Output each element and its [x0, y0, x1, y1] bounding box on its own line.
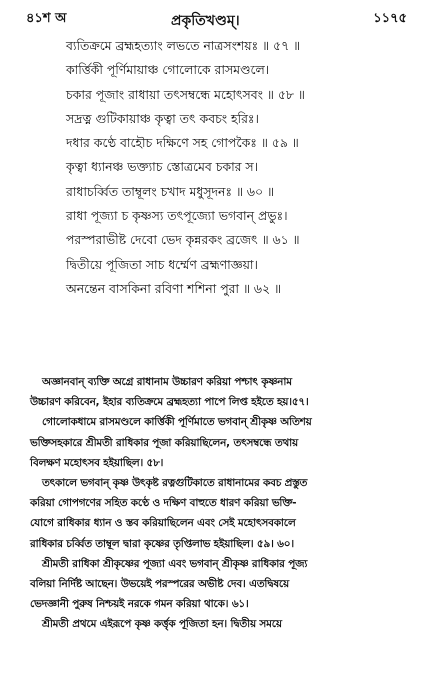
page-number: ১১৭৫	[373, 11, 407, 26]
commentary-line: ভক্তিসহকারে শ্রীমতী রাধিকার পূজা করিয়াছিলেন, তৎসম্বন্ধে তথায়	[30, 436, 298, 449]
verse-line: কৃত্বা ধ্যানঞ্চ ভক্ত্যাচ স্তোত্রমেব চকার স।	[66, 159, 259, 175]
commentary-line: অজ্ঞানবান্ ব্যক্তি অগ্রে রাধানাম উচ্চারণ করিয়া পশ্চাৎ কৃষ্ণনাম	[42, 376, 292, 388]
commentary-line: ভেদজ্ঞানী পুরুষ নিশ্চয়ই নরকে গমন করিয়া থাকে। ৬১।	[30, 598, 249, 611]
sanskrit-verse-block	[66, 34, 406, 301]
bengali-commentary-block	[30, 372, 408, 634]
verse-line: দধার কণ্ঠে বাহৌচ দক্ষিণে সহ গোপকৈঃ ॥ ৫৯ ॥	[66, 135, 299, 151]
commentary-line: শ্রীমতী রাধিকা শ্রীকৃষ্ণের পূজ্যা এবং ভগবান্ শ্রীকৃষ্ণ রাধিকার পূজ্য	[42, 557, 308, 570]
page-header	[26, 9, 407, 29]
verse-line: রাধাচর্ব্বিত তাম্বূলং চখাদ মধুসূদনঃ ॥ ৬০ ॥	[66, 183, 274, 199]
commentary-line: বলিয়া নির্দিষ্ট আছেন। উভয়েই পরস্পরের অভীষ্ট দেব। এতদ্বিষয়ে	[30, 577, 290, 590]
verse-line: ব্যতিক্রমে ব্রহ্মহত্যাং লভতে নাত্রসংশয়ঃ ॥ ৫৭ ॥	[66, 38, 301, 53]
verse-line: কার্ত্তিকী পূর্ণিমায়াঞ্চ গোলোকে রাসমণ্ডলে।	[66, 62, 270, 78]
commentary-line: বিলক্ষণ মহোৎসব হইয়াছিল। ৫৮।	[30, 456, 164, 469]
verse-line: অনন্তেন বাসকিনা রবিণা শশিনা পুরা ॥ ৬২ ॥	[66, 280, 281, 296]
commentary-line: গোলোকধামে রাসমণ্ডলে কার্ত্তিকী পূর্ণিমাতে ভগবান্ শ্রীকৃষ্ণ অতিশয়	[42, 416, 312, 429]
verse-line: পরস্পরাভীষ্ট দেবো ভেদ কৃন্নরকং ব্রজেৎ ॥ ৬১ ॥	[66, 232, 300, 248]
verse-line: দ্বিতীয়ে পূজিতা সাচ ধর্ম্মেণ ব্রহ্মণাজ্ঞয়া।	[66, 256, 258, 272]
verse-line: সদ্রত্ন গুটিকায়াঞ্চ কৃত্বা তৎ কবচং হরিঃ।	[66, 110, 259, 126]
verse-line: রাধা পূজ্যা চ কৃষ্ণস্য তৎপূজ্যো ভগবান্ প্রভুঃ।	[66, 208, 288, 224]
commentary-line: করিয়া গোপগণের সহিত কণ্ঠে ও দক্ষিণ বাহুতে ধারণ করিয়া ভক্তি-	[30, 497, 297, 510]
commentary-line: তৎকালে ভগবান্ কৃষ্ণ উৎকৃষ্ট রত্নগুটিকাতে রাধানামের কবচ প্রস্তুত	[42, 476, 308, 489]
commentary-line: উচ্চারণ করিবেন, ইহার ব্যতিক্রমে ব্রহ্মহত্যা পাপে লিপ্ত হইতে হয়।৫৭।	[30, 396, 309, 409]
running-title: প্রকৃতিখণ্ডম্।	[171, 13, 240, 29]
chapter-number: ৪১শ অ	[26, 11, 67, 26]
commentary-line: যোগে রাধিকার ধ্যান ও স্তব করিয়াছিলেন এবং সেই মহোৎসবকালে	[30, 517, 296, 530]
commentary-line: শ্রীমতী প্রথমে এইরূপে কৃষ্ণ কর্ত্তৃক পূজিতা হন। দ্বিতীয় সময়ে	[42, 618, 282, 631]
verse-line: চকার পূজাং রাধায়া তৎসম্বন্ধে মহোৎসবং ॥ ৫৮ ॥	[66, 86, 305, 102]
commentary-line: রাধিকার চর্ব্বিত তাম্বূল দ্বারা কৃষ্ণের তৃপ্তিলাভ হইয়াছিল। ৫৯। ৬০।	[30, 537, 294, 550]
